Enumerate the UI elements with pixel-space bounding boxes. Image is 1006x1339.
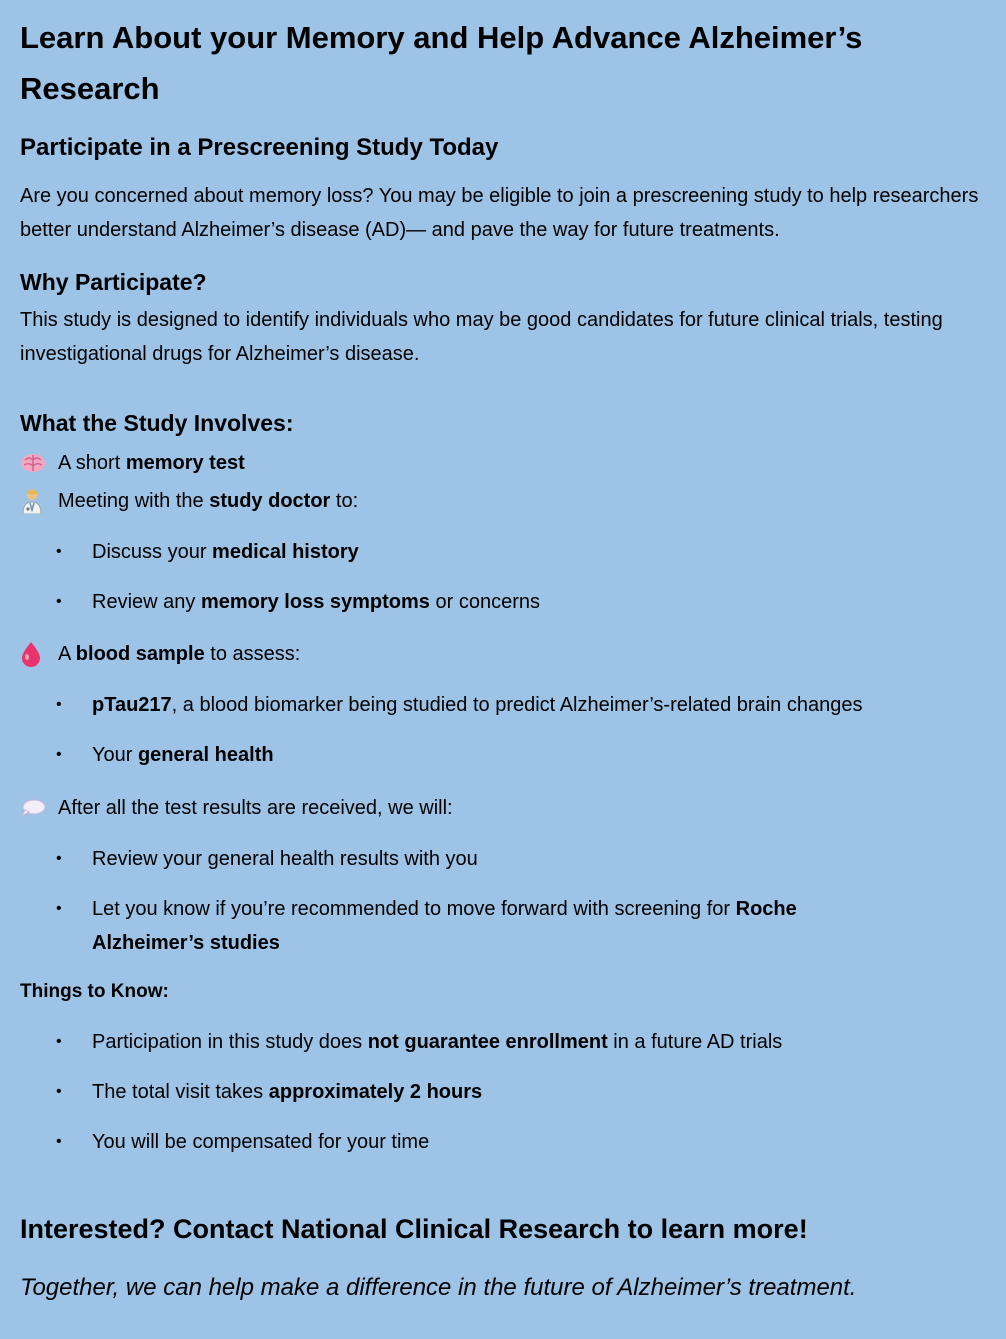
subtitle: Participate in a Prescreening Study Today bbox=[20, 134, 499, 161]
bullet: • bbox=[56, 593, 62, 610]
brain-icon bbox=[20, 450, 52, 476]
why-heading: Why Participate? bbox=[20, 269, 207, 295]
page-title: Learn About your Memory and Help Advance Alzheimer’s Research bbox=[20, 20, 863, 106]
bullet: • bbox=[56, 1083, 62, 1100]
bullet: • bbox=[56, 850, 62, 867]
list-item: • Participation in this study does not guarantee enrollment in a future AD trials bbox=[56, 1025, 956, 1059]
bullet: • bbox=[56, 746, 62, 763]
list-item: • Let you know if you’re recommended to move forward with screening for Roche Alzheimer’s studies bbox=[56, 892, 886, 960]
list-item: • Your general health bbox=[56, 738, 956, 772]
doctor-icon bbox=[20, 488, 52, 514]
list-item: • pTau217, a blood biomarker being studied to predict Alzheimer’s-related brain changes bbox=[56, 688, 956, 722]
involves-doctor-row: Meeting with the study doctor to: bbox=[20, 486, 358, 516]
list-item: • Review your general health results with you bbox=[56, 842, 956, 876]
bullet: • bbox=[56, 1033, 62, 1050]
tagline: Together, we can help make a difference in the future of Alzheimer’s treatment. bbox=[20, 1274, 857, 1301]
know-heading: Things to Know: bbox=[20, 981, 169, 1002]
list-item: • Review any memory loss symptoms or concerns bbox=[56, 585, 956, 619]
involves-results-row: After all the test results are received, we will: bbox=[20, 793, 453, 823]
call-to-action: Interested? Contact National Clinical Research to learn more! bbox=[20, 1214, 808, 1244]
speech-bubble-icon bbox=[20, 795, 52, 821]
blood-drop-icon bbox=[20, 641, 52, 667]
bullet: • bbox=[56, 900, 62, 917]
bullet: • bbox=[56, 696, 62, 713]
involves-memory-row: A short memory test bbox=[20, 448, 245, 478]
involves-heading: What the Study Involves: bbox=[20, 410, 294, 436]
list-item: • You will be compensated for your time bbox=[56, 1125, 956, 1159]
intro-paragraph: Are you concerned about memory loss? You may be eligible to join a prescreening study to help researchers better understand Alzheimer’s disease (AD)— and pave the way for future treatments. bbox=[20, 185, 979, 241]
list-item: • The total visit takes approximately 2 hours bbox=[56, 1075, 956, 1109]
bullet: • bbox=[56, 1133, 62, 1150]
why-text: This study is designed to identify individuals who may be good candidates for future clinical trials, testing investigational drugs for Alzheimer’s disease. bbox=[20, 309, 943, 365]
involves-blood-row: A blood sample to assess: bbox=[20, 639, 300, 669]
list-item: • Discuss your medical history bbox=[56, 535, 956, 569]
bullet: • bbox=[56, 543, 62, 560]
